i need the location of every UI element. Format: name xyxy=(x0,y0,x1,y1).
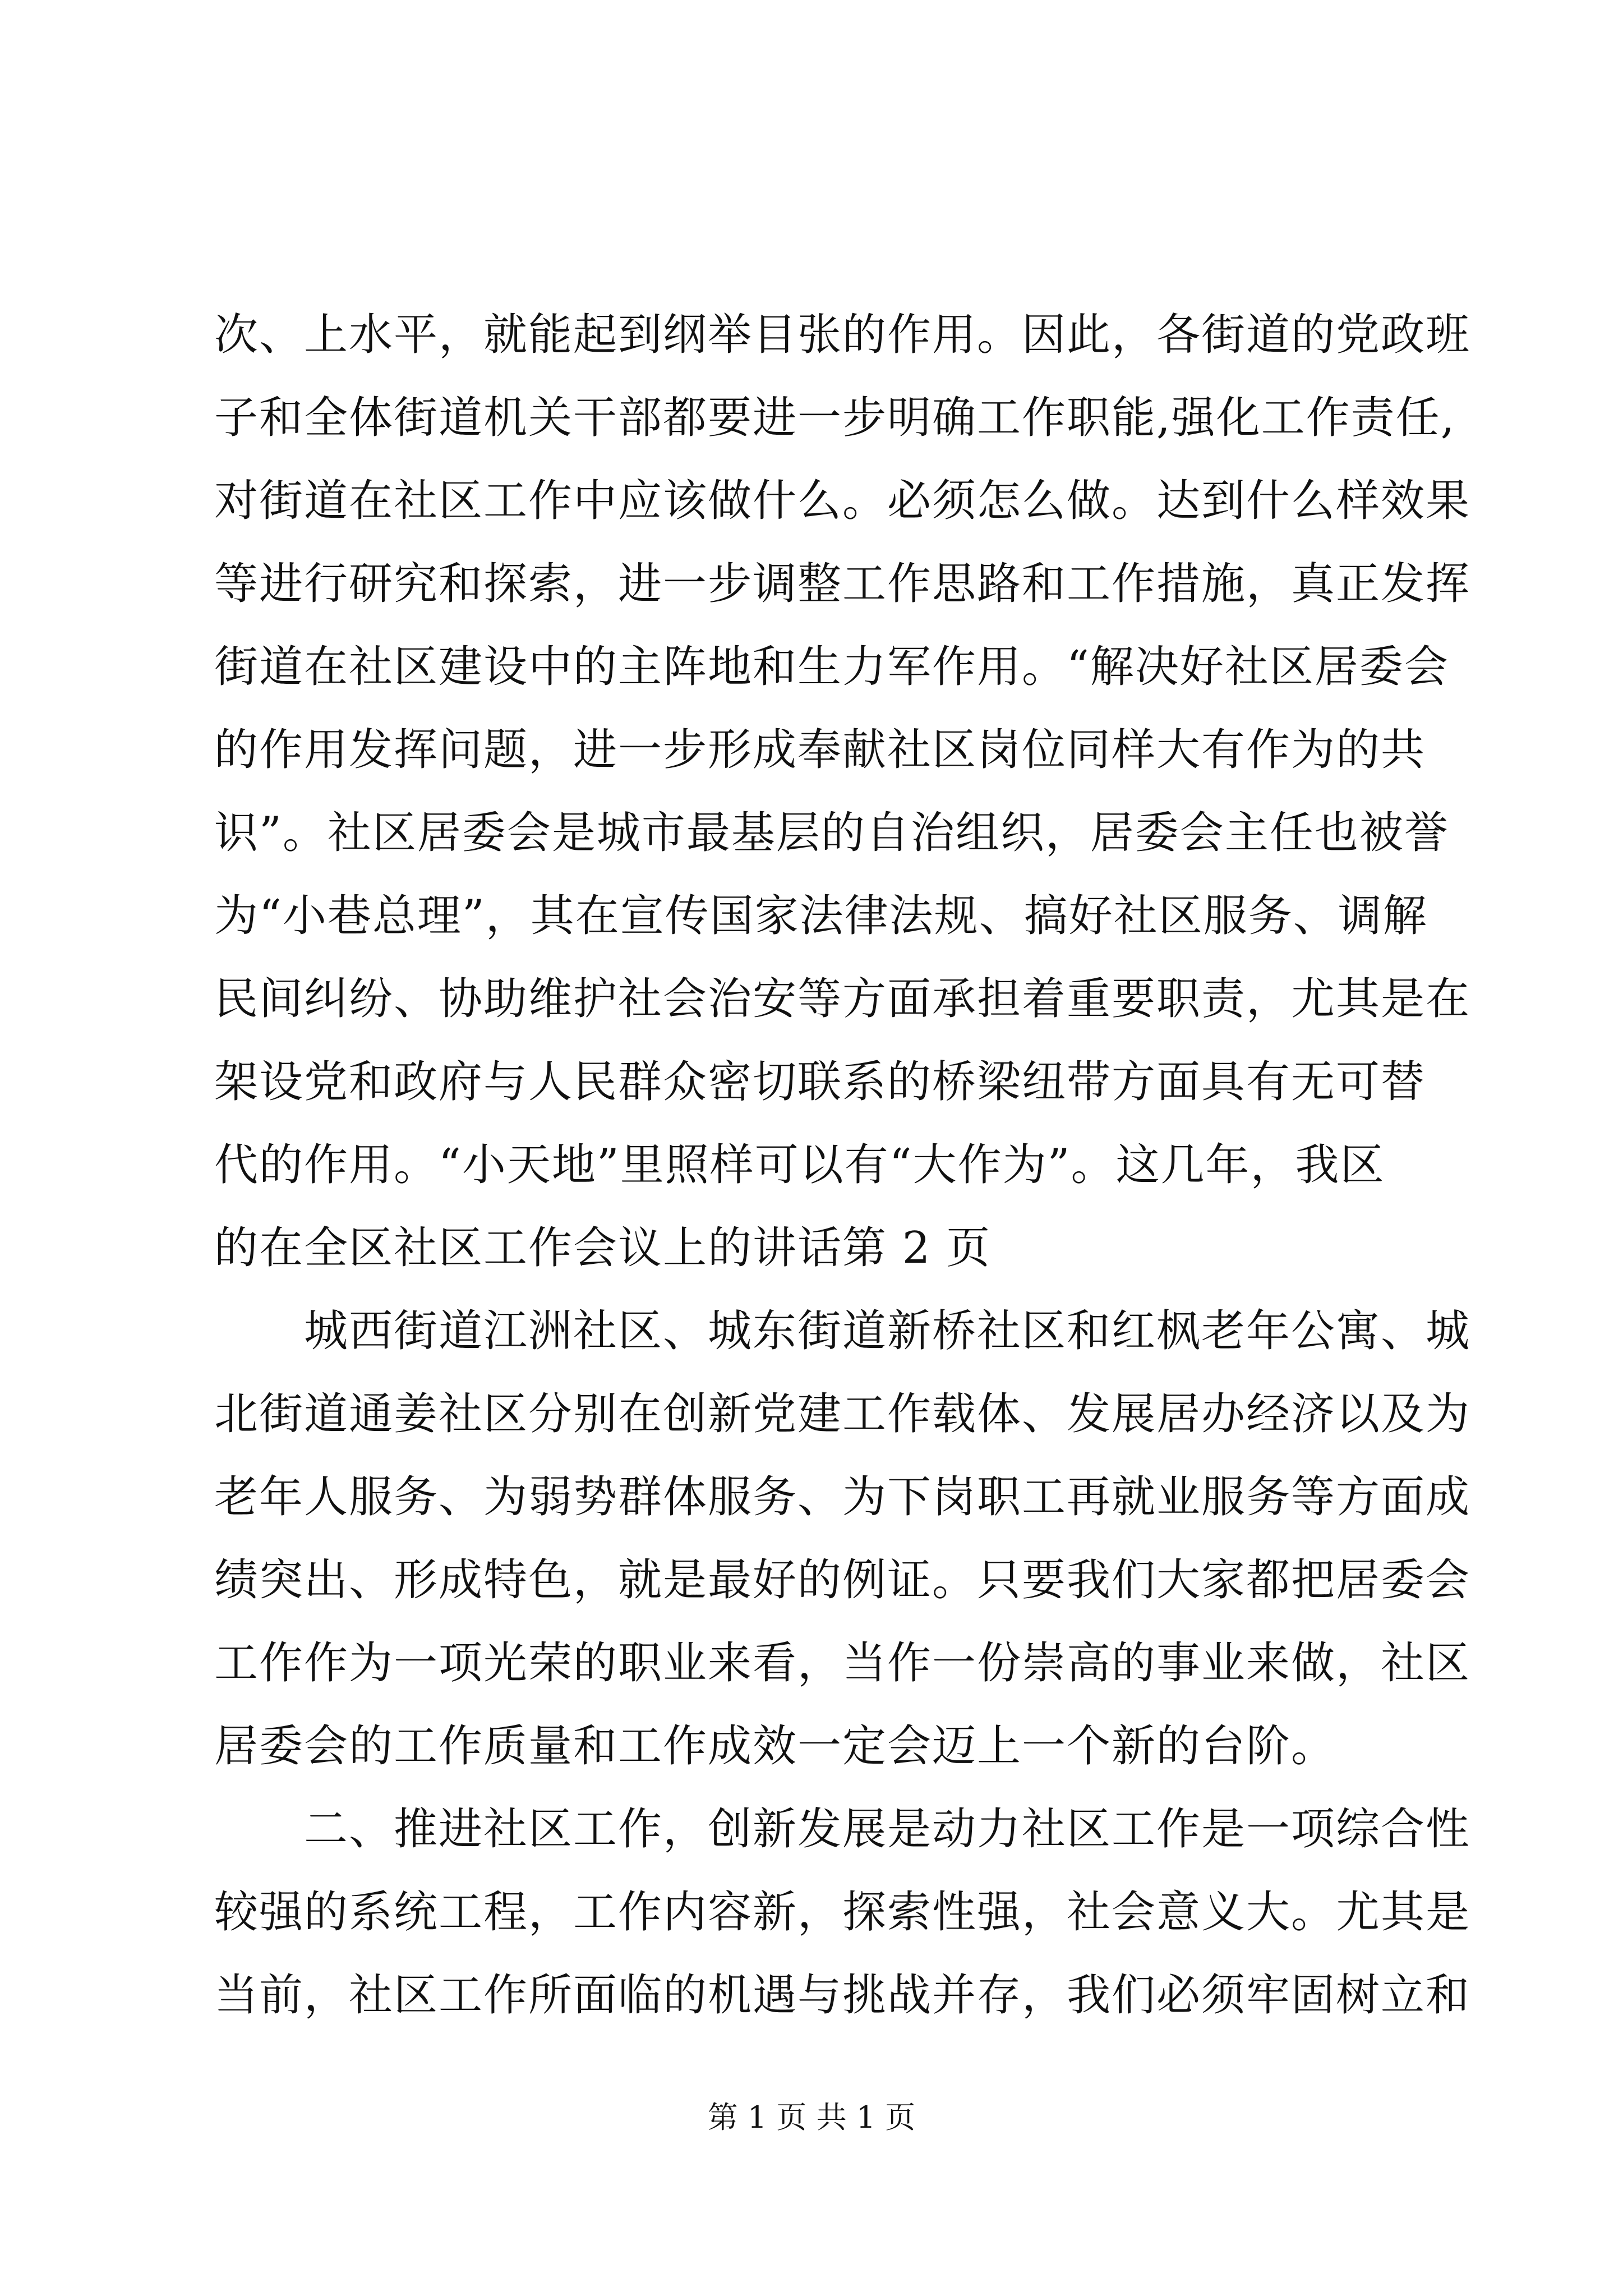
document-body xyxy=(214,293,1471,2037)
text-line: 代的作用。“小天地”里照样可以有“大作为”。这几年，我区 xyxy=(214,1140,1385,1190)
text-line: 北街道通姜社区分别在创新党建工作载体、发展居办经济以及为 xyxy=(214,1389,1471,1439)
text-line: 为“小巷总理”，其在宣传国家法律法规、搞好社区服务、调解 xyxy=(214,891,1428,941)
text-line: 当前，社区工作所面临的机遇与挑战并存，我们必须牢固树立和 xyxy=(214,1970,1471,2021)
text-line: 次、上水平，就能起到纲举目张的作用。因此，各街道的党政班 xyxy=(214,310,1471,360)
text-line: 对街道在社区工作中应该做什么。必须怎么做。达到什么样效果 xyxy=(214,476,1471,526)
text-line: 老年人服务、为弱势群体服务、为下岗职工再就业服务等方面成 xyxy=(214,1472,1471,1522)
text-line: 绩突出、形成特色，就是最好的例证。只要我们大家都把居委会 xyxy=(214,1555,1471,1605)
text-line: 二、推进社区工作，创新发展是动力社区工作是一项综合性 xyxy=(214,1804,1471,1855)
text-line: 子和全体街道机关干部都要进一步明确工作职能,强化工作责任, xyxy=(214,393,1456,443)
page-footer xyxy=(0,2095,1623,2140)
text-line: 架设党和政府与人民群众密切联系的桥梁纽带方面具有无可替 xyxy=(214,1057,1426,1107)
text-line: 等进行研究和探索，进一步调整工作思路和工作措施，真正发挥 xyxy=(214,559,1471,609)
text-line: 较强的系统工程，工作内容新，探索性强，社会意义大。尤其是 xyxy=(214,1887,1471,1938)
text-line: 居委会的工作质量和工作成效一定会迈上一个新的台阶。 xyxy=(214,1721,1336,1772)
text-line: 的在全区社区工作会议上的讲话第 2 页 xyxy=(214,1223,992,1273)
text-line: 城西街道江洲社区、城东街道新桥社区和红枫老年公寓、城 xyxy=(214,1306,1471,1356)
text-line: 识”。社区居委会是城市最基层的自治组织，居委会主任也被誉 xyxy=(214,808,1449,858)
text-line: 的作用发挥问题，进一步形成奉献社区岗位同样大有作为的共 xyxy=(214,725,1426,775)
text-line: 街道在社区建设中的主阵地和生力军作用。“解决好社区居委会 xyxy=(214,642,1449,692)
text-line: 民间纠纷、协助维护社会治安等方面承担着重要职责，尤其是在 xyxy=(214,974,1471,1024)
page-number-label: 第 1 页 共 1 页 xyxy=(707,2100,916,2135)
text-line: 工作作为一项光荣的职业来看，当作一份崇高的事业来做，社区 xyxy=(214,1638,1471,1688)
